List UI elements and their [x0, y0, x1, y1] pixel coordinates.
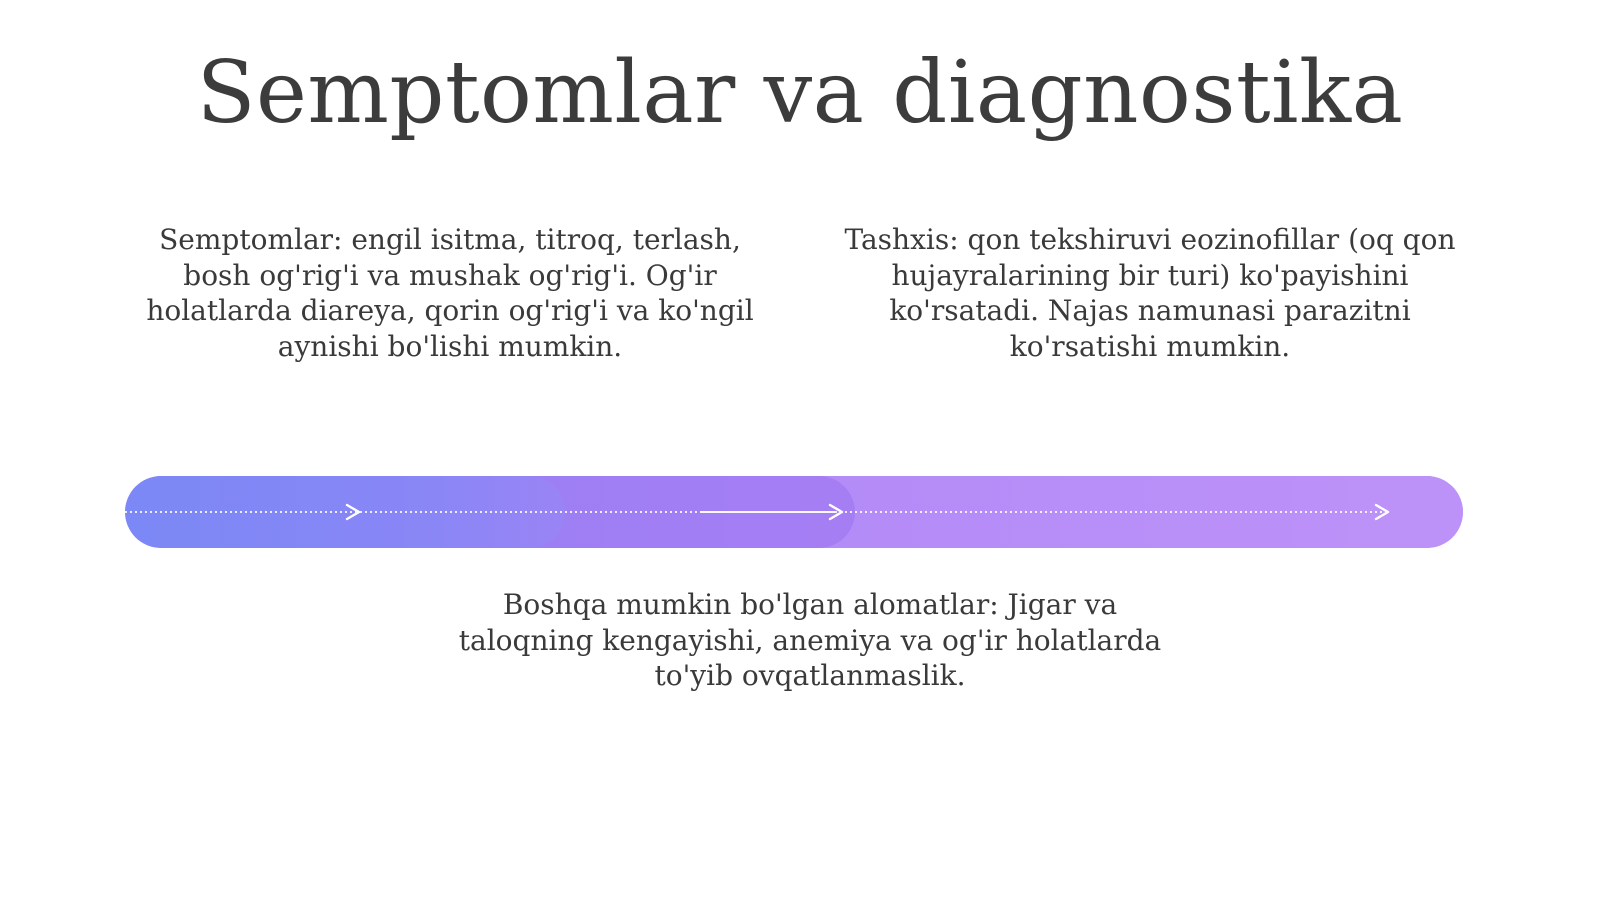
diagnosis-text: Tashxis: qon tekshiruvi eozinofillar (oq qon hujayralarining bir turi) ko'payishini ko'rsatadi. Najas namunasi parazitni ko'rsatishi mumkin. — [844, 223, 1456, 363]
timeline-bar — [125, 476, 1463, 548]
other-signs-text: Boshqa mumkin bo'lgan alomatlar: Jigar va taloqning kengayishi, anemiya va og'ir holatlarda to'yib ovqatlanmaslik. — [458, 588, 1162, 692]
arrow-right-icon — [347, 505, 359, 519]
timeline-flow-line — [125, 476, 1463, 548]
slide-title: Semptomlar va diagnostika — [196, 43, 1404, 143]
symptoms-text: Semptomlar: engil isitma, titroq, terlash, bosh og'rig'i va mushak og'rig'i. Og'ir holatlarda diareya, qorin og'rig'i va ko'ngil aynishi bo'lishi mumkin. — [146, 223, 754, 363]
